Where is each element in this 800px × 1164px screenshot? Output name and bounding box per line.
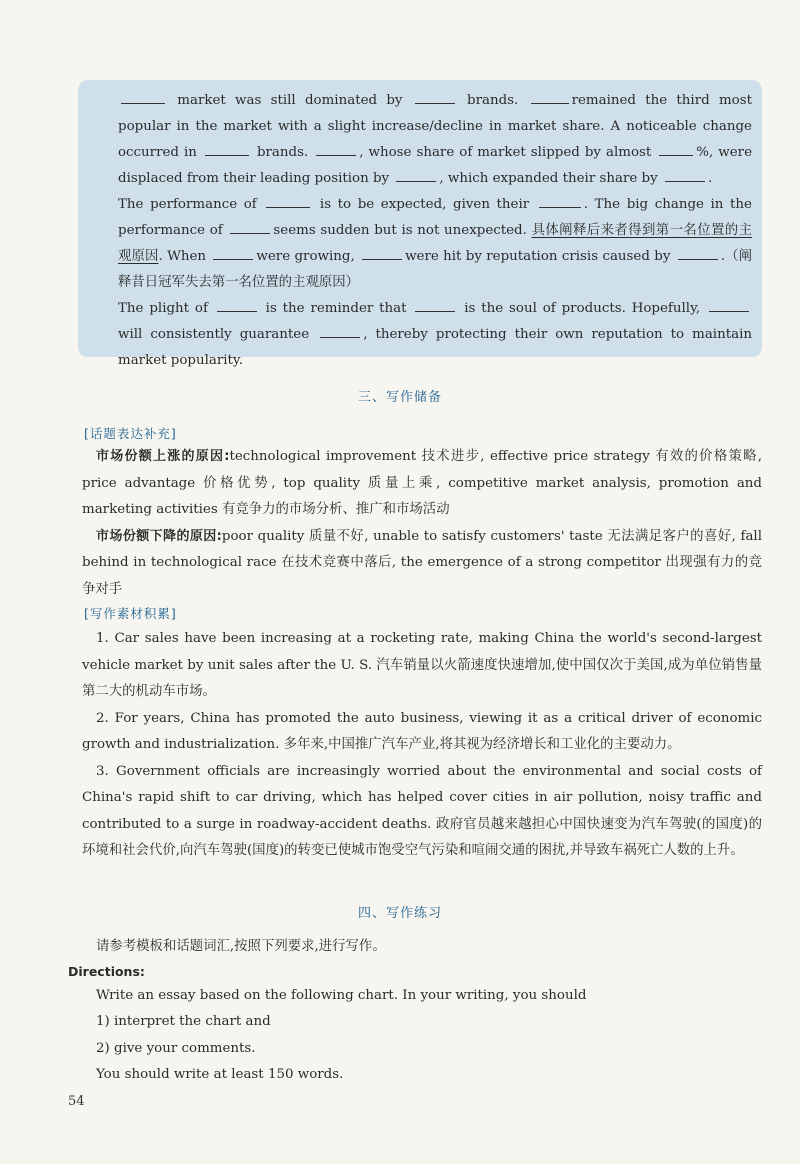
fall-reasons-label: 市场份额下降的原因: xyxy=(96,528,222,544)
fill-blank[interactable] xyxy=(531,89,569,104)
fill-blank[interactable] xyxy=(415,297,455,312)
rise-reasons: 市场份额上涨的原因:technological improvement 技术进步, effective price strategy 有效的价格策略, price advantage 价格优势, top quality 质量上乘, competitive market analysis, promotion and marketing activities 有竞争力的市场分析、推广和市场活动 xyxy=(82,449,762,517)
fill-blank[interactable] xyxy=(205,141,249,156)
material-item: 2. For years, China has promoted the auto business, viewing it as a critical driver of economic growth and industrialization. 多年来,中国推广汽车产业,将其视为经济增长和工业化的主要动力。 xyxy=(82,710,762,752)
underlined-instruction: 具体阐释后来者得到第一名位置的主观原因 xyxy=(118,223,752,264)
material-item: 1. Car sales have been increasing at a rocketing rate, making China the world's second-largest vehicle market by unit sales after the U. S. 汽车销量以火箭速度快速增加,使中国仅次于美国,成为单位销售量第二大的机动车市场。 xyxy=(82,631,762,699)
fill-blank[interactable] xyxy=(266,193,310,208)
fill-blank[interactable] xyxy=(415,89,455,104)
material-accumulation-tag: [写作素材积累] xyxy=(84,606,177,621)
topic-expressions xyxy=(82,444,762,603)
fill-blank[interactable] xyxy=(396,167,436,182)
fill-blank[interactable] xyxy=(230,219,270,234)
fill-blank[interactable] xyxy=(539,193,581,208)
section-title-writing-practice: 四、写作练习 xyxy=(357,906,442,921)
directions-line: Write an essay based on the following chart. In your writing, you should xyxy=(96,987,587,1003)
writing-directions xyxy=(68,934,758,1089)
template-paragraph-2: The performance of is to be expected, given their . The big change in the performance of seems sudden but is not unexpected. 具体阐释后来者得到第一名位置的主观原因. When were growing, were hit by reputation crisis caused by .（阐释昔日冠军失去第一名位置的主观原因） xyxy=(86,192,752,296)
topic-expression-tag: [话题表达补充] xyxy=(84,426,177,441)
fill-blank[interactable] xyxy=(362,245,402,260)
fill-blank[interactable] xyxy=(316,141,356,156)
template-paragraph-3: The plight of is the reminder that is the soul of products. Hopefully, will consistently guarantee , thereby protecting their own reputation to maintain market popularity. xyxy=(86,296,752,374)
page-number: 54 xyxy=(68,1094,85,1109)
rise-reasons-label: 市场份额上涨的原因: xyxy=(96,449,230,464)
fill-blank[interactable] xyxy=(217,297,257,312)
fill-blank[interactable] xyxy=(659,141,693,156)
directions-label: Directions: xyxy=(68,963,145,979)
section-title-writing-reserve: 三、写作储备 xyxy=(357,390,442,405)
fill-blank[interactable] xyxy=(678,245,718,260)
fill-blank[interactable] xyxy=(709,297,749,312)
fill-blank[interactable] xyxy=(320,323,360,338)
template-paragraph-1: market was still dominated by brands. remained the third most popular in the market with a slight increase/decline in market share. A noticeable change occurred in brands. , whose share of market slipped by almost %, were displaced from their leading position by , which expanded their share by . xyxy=(86,88,752,192)
practice-intro: 请参考模板和话题词汇,按照下列要求,进行写作。 xyxy=(96,939,386,954)
fill-blank[interactable] xyxy=(213,245,253,260)
fall-reasons: 市场份额下降的原因:poor quality 质量不好, unable to satisfy customers' taste 无法满足客户的喜好, fall behind in technological race 在技术竞赛中落后, the emergence of a strong competitor 出现强有力的竞争对手 xyxy=(82,528,762,597)
material-item: 3. Government officials are increasingly worried about the environmental and social costs of China's rapid shift to car driving, which has helped cover cities in air pollution, noisy traffic and contributed to a surge in roadway-accident deaths. 政府官员越来越担心中国快速变为汽车驾驶(的国度)的环境和社会代价,向汽车驾驶(国度)的转变已使城市饱受空气污染和喧闹交通的困扰,并导致车祸死亡人数的上升。 xyxy=(82,763,762,858)
directions-line: 2) give your comments. xyxy=(96,1040,256,1056)
fill-blank[interactable] xyxy=(121,89,165,104)
fill-blank[interactable] xyxy=(665,167,705,182)
directions-line: You should write at least 150 words. xyxy=(96,1067,344,1082)
writing-materials xyxy=(82,626,762,865)
directions-line: 1) interpret the chart and xyxy=(96,1014,271,1029)
essay-template-box xyxy=(78,80,762,368)
